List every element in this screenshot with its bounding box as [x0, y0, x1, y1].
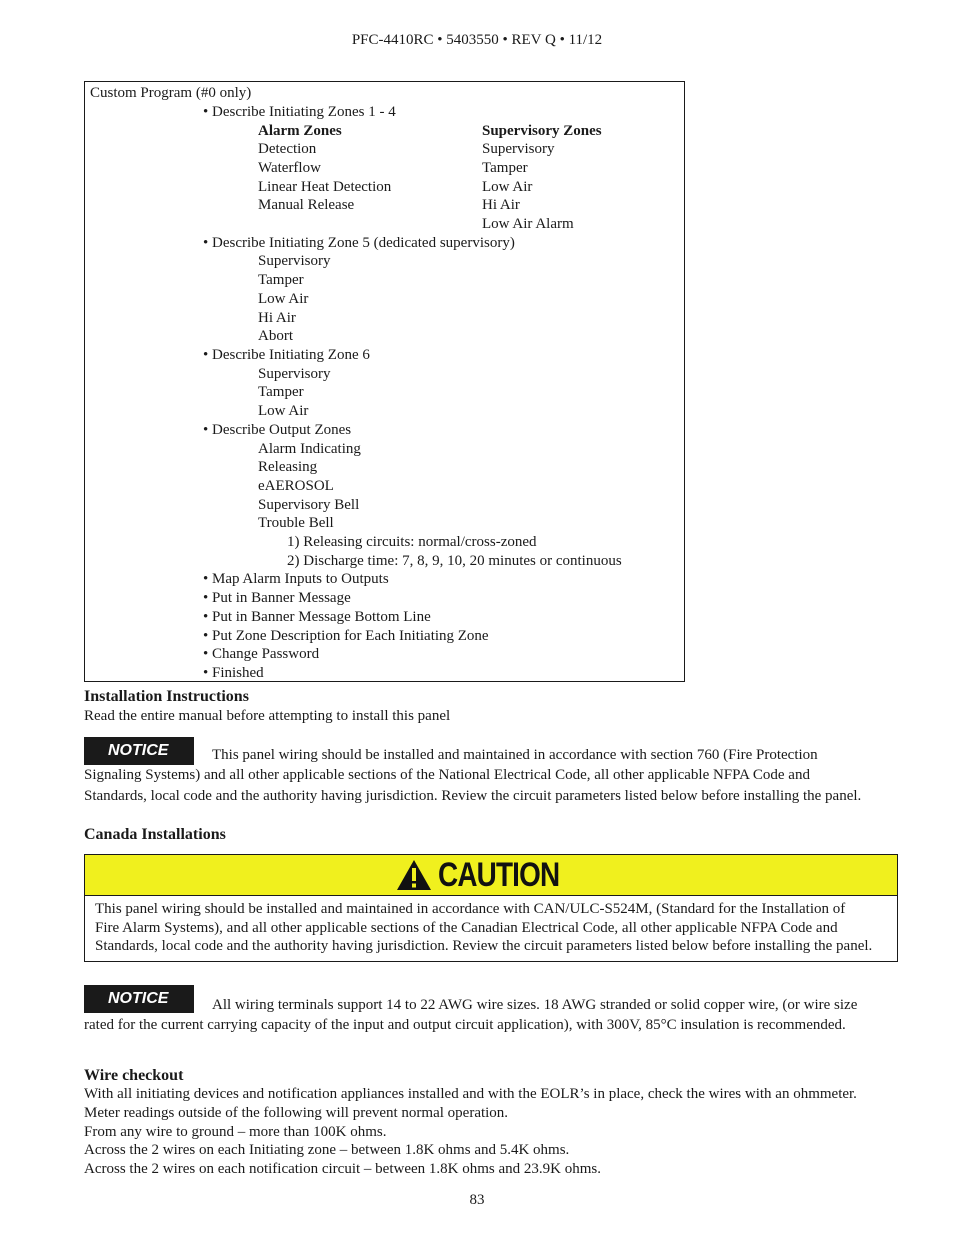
- notice-text: Signaling Systems) and all other applicable sections of the National Electrical Code, all other applicable NFPA Code and: [84, 767, 810, 783]
- bullet-output-zones: • Describe Output Zones: [203, 422, 352, 438]
- output-sub-item: 1) Releasing circuits: normal/cross-zoned: [287, 534, 537, 550]
- warning-triangle-icon: [396, 859, 432, 891]
- wire-checkout-line: Across the 2 wires on each notification circuit – between 1.8K ohms and 23.9K ohms.: [84, 1161, 601, 1177]
- zone-5-item: Hi Air: [258, 310, 296, 326]
- caution-box: [84, 854, 898, 962]
- bullet-zone-5: • Describe Initiating Zone 5 (dedicated supervisory): [203, 235, 515, 251]
- zone-6-item: Tamper: [258, 384, 304, 400]
- bullet-zone-description: • Put Zone Description for Each Initiating Zone: [203, 628, 489, 644]
- notice-badge: NOTICE: [84, 985, 194, 1013]
- program-title: Custom Program (#0 only): [90, 85, 252, 101]
- wiring-notice-text: rated for the current carrying capacity of the input and output circuit application), with 300V, 85°C insulation is recommended.: [84, 1017, 846, 1033]
- notice-badge: NOTICE: [84, 737, 194, 765]
- caution-header: [85, 855, 897, 896]
- supervisory-zones-heading: Supervisory Zones: [482, 123, 602, 139]
- alarm-zone-item: Linear Heat Detection: [258, 179, 392, 195]
- bullet-zone-6: • Describe Initiating Zone 6: [203, 347, 370, 363]
- canada-title: Canada Installations: [84, 826, 226, 843]
- output-zone-item: Supervisory Bell: [258, 497, 360, 513]
- output-sub-item: 2) Discharge time: 7, 8, 9, 10, 20 minutes or continuous: [287, 553, 622, 569]
- caution-text: This panel wiring should be installed and maintained in accordance with CAN/ULC-S524M, (Standard for the Installation of: [95, 901, 846, 917]
- zone-5-item: Low Air: [258, 291, 309, 307]
- zone-6-item: Supervisory: [258, 366, 331, 382]
- supervisory-zone-item: Tamper: [482, 160, 528, 176]
- supervisory-zone-item: Hi Air: [482, 197, 520, 213]
- caution-body: [95, 900, 885, 956]
- wire-checkout-line: From any wire to ground – more than 100K ohms.: [84, 1124, 387, 1140]
- zone-6-item: Low Air: [258, 403, 309, 419]
- wiring-notice-text: All wiring terminals support 14 to 22 AWG wire sizes. 18 AWG stranded or solid copper wire, (or wire size: [212, 997, 858, 1013]
- alarm-zone-item: Detection: [258, 141, 317, 157]
- custom-program-box: [84, 81, 685, 682]
- caution-text: Fire Alarm Systems), and all other applicable sections of the Canadian Electrical Code, all other applicable NFPA Code and: [95, 919, 838, 936]
- supervisory-zone-item: Low Air Alarm: [482, 216, 574, 232]
- output-zone-item: Alarm Indicating: [258, 441, 361, 457]
- notice-text: This panel wiring should be installed and maintained in accordance with section 760 (Fire Protection: [212, 747, 818, 763]
- page-number: 83: [469, 1192, 485, 1208]
- wire-checkout-line: Meter readings outside of the following will prevent normal operation.: [84, 1105, 509, 1121]
- output-zone-item: Trouble Bell: [258, 515, 334, 531]
- bullet-change-password: • Change Password: [203, 646, 320, 662]
- zone-5-item: Supervisory: [258, 253, 331, 269]
- zone-5-item: Abort: [258, 328, 293, 344]
- alarm-zones-heading: Alarm Zones: [258, 123, 342, 139]
- bullet-zones-1-4: • Describe Initiating Zones 1 - 4: [203, 104, 396, 120]
- wire-checkout-line: With all initiating devices and notification appliances installed and with the EOLR’s in place, check the wires with an ohmmeter.: [84, 1086, 857, 1102]
- alarm-zone-item: Waterflow: [258, 160, 321, 176]
- installation-intro: Read the entire manual before attempting to install this panel: [84, 708, 451, 724]
- zone-5-item: Tamper: [258, 272, 304, 288]
- output-zone-item: Releasing: [258, 459, 318, 475]
- supervisory-zone-item: Supervisory: [482, 141, 555, 157]
- caution-label: CAUTION: [438, 855, 560, 894]
- bullet-banner-bottom: • Put in Banner Message Bottom Line: [203, 609, 431, 625]
- bullet-finished: • Finished: [203, 665, 264, 681]
- installation-title: Installation Instructions: [84, 688, 249, 705]
- caution-text: Standards, local code and the authority having jurisdiction. Review the circuit parameters listed below before installing the panel.: [95, 938, 873, 955]
- wire-checkout-line: Across the 2 wires on each Initiating zone – between 1.8K ohms and 5.4K ohms.: [84, 1142, 570, 1158]
- bullet-banner-message: • Put in Banner Message: [203, 590, 351, 606]
- notice-text: Standards, local code and the authority having jurisdiction. Review the circuit parameters listed below before installing the panel.: [84, 788, 862, 804]
- supervisory-zone-item: Low Air: [482, 179, 533, 195]
- alarm-zone-item: Manual Release: [258, 197, 355, 213]
- bullet-map-alarm: • Map Alarm Inputs to Outputs: [203, 571, 389, 587]
- wire-checkout-title: Wire checkout: [84, 1067, 184, 1084]
- document-header: PFC-4410RC • 5403550 • REV Q • 11/12: [351, 32, 603, 48]
- output-zone-item: eAEROSOL: [258, 478, 334, 494]
